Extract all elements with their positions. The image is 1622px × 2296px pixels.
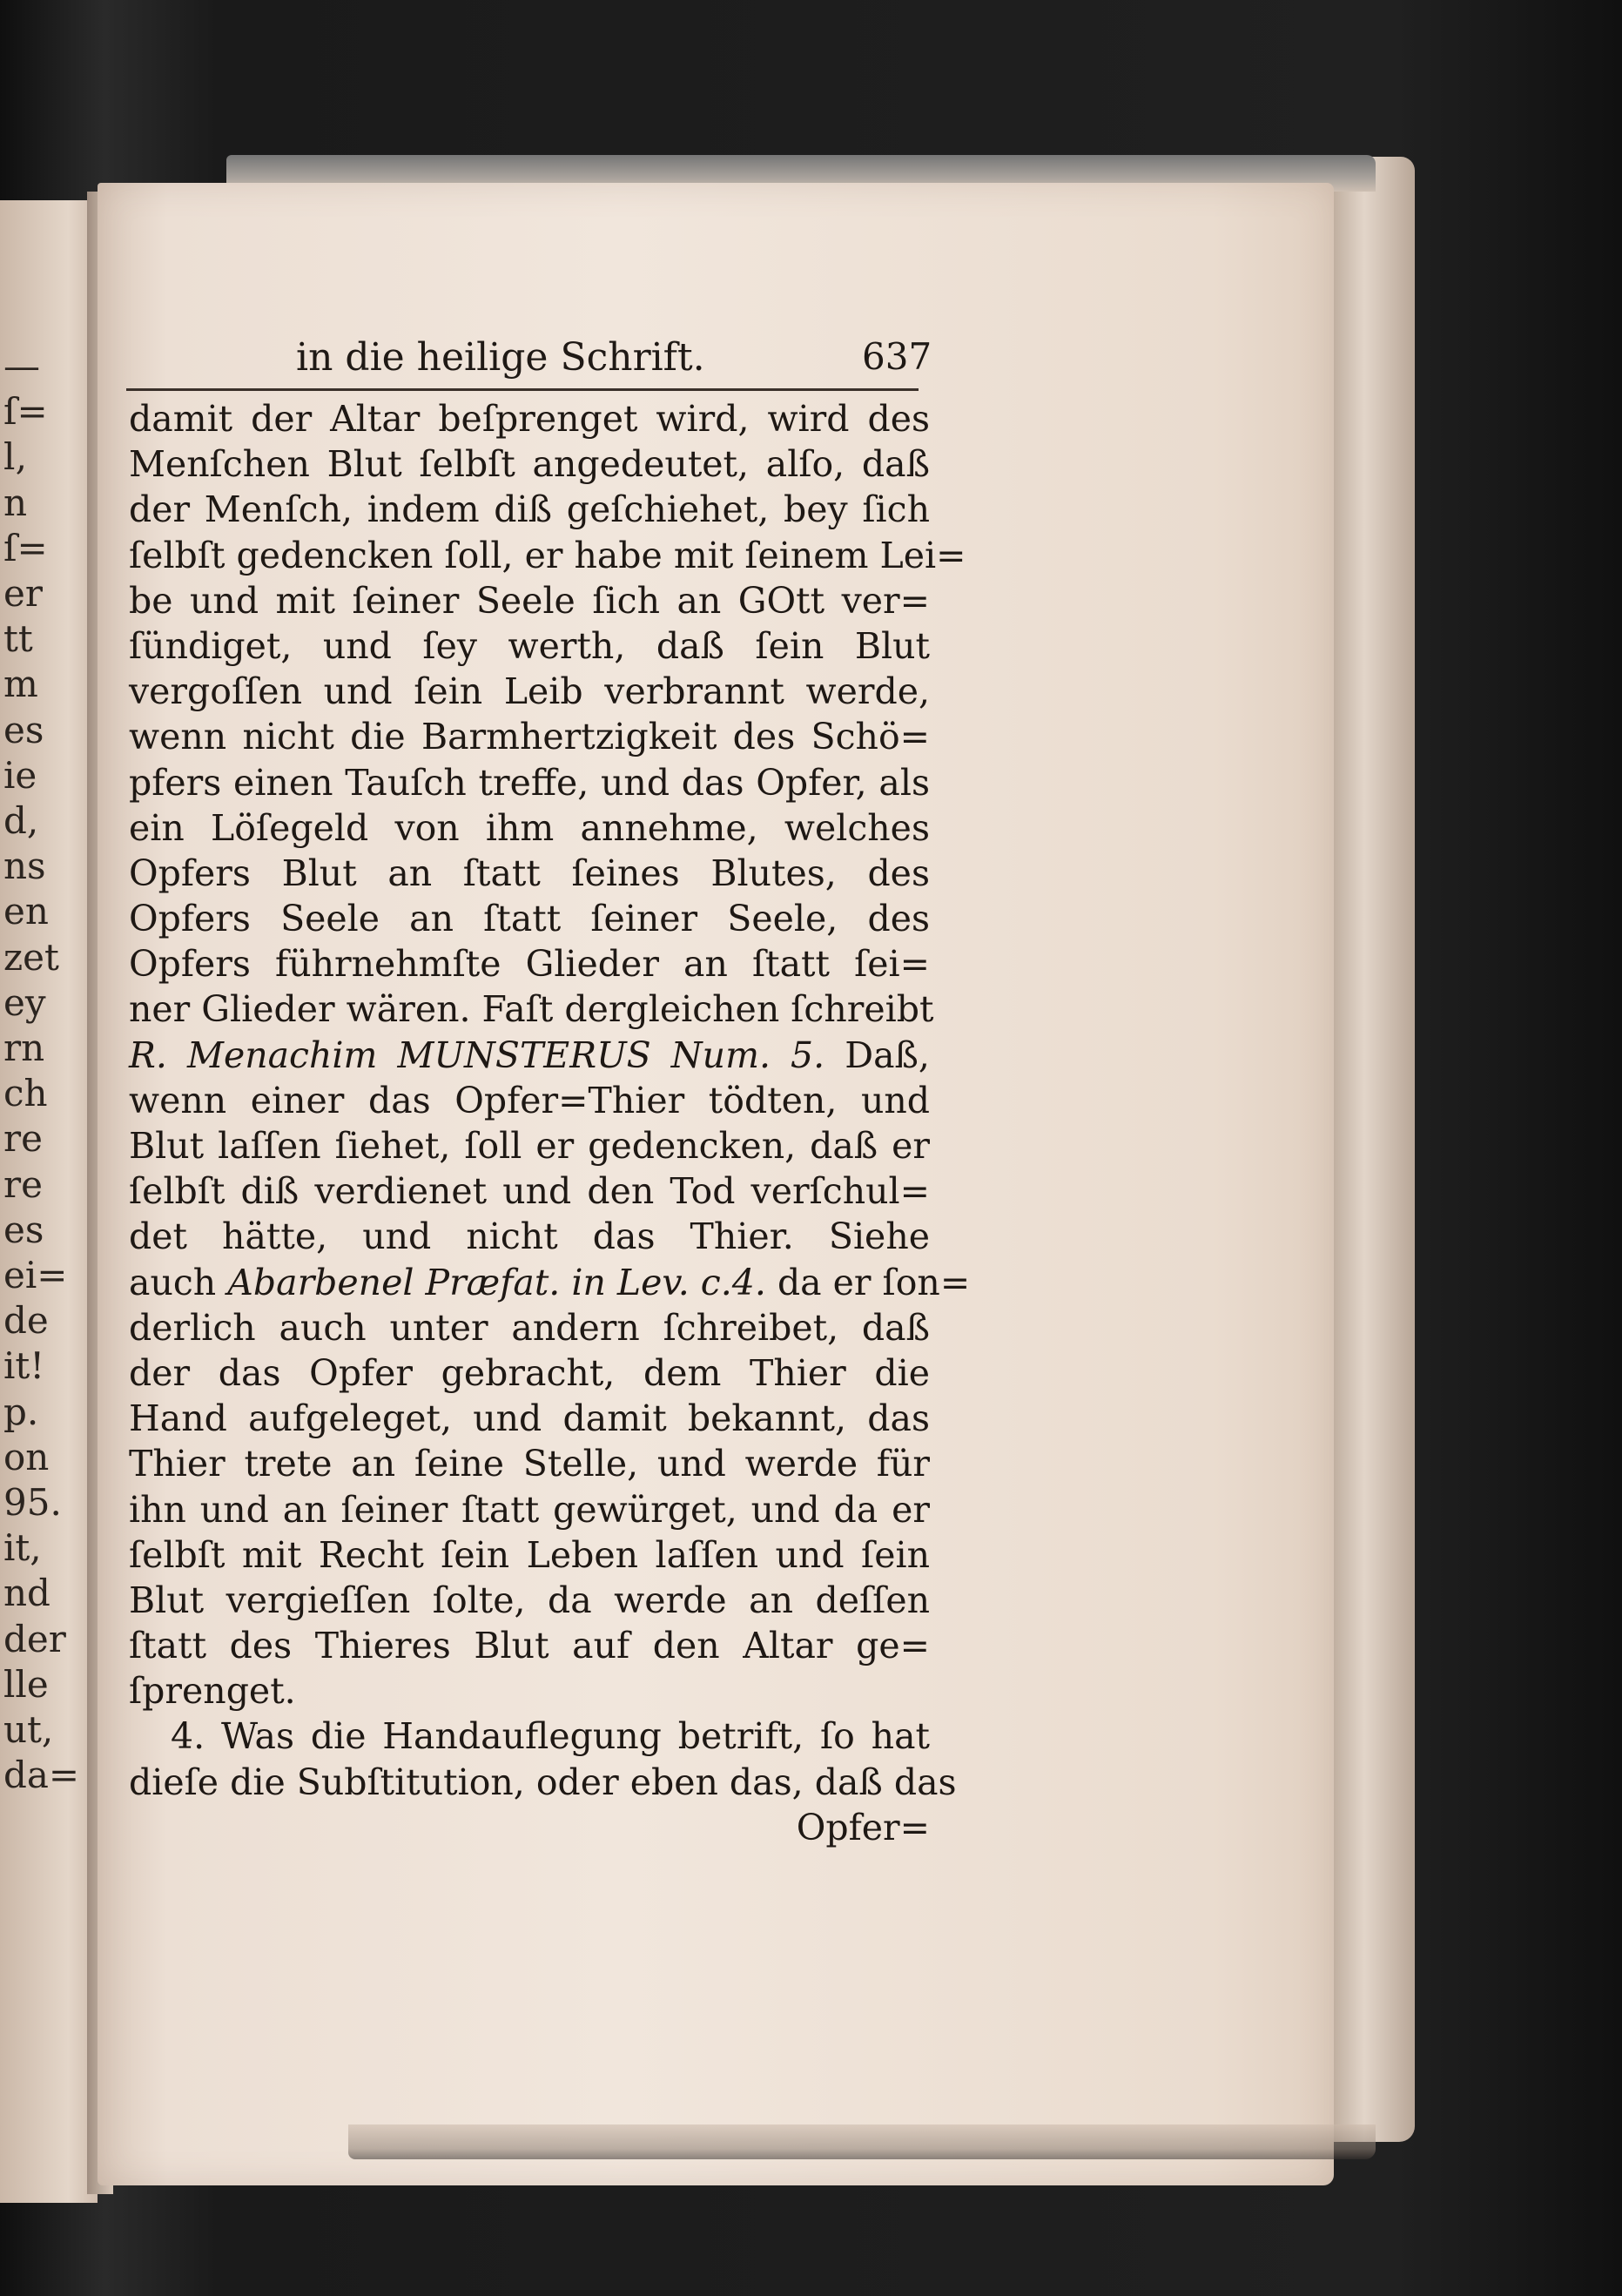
prev-page-fragment: da= bbox=[3, 1754, 80, 1797]
prev-page-fragment: it, bbox=[3, 1526, 42, 1570]
prev-page-fragment: it! bbox=[3, 1344, 45, 1388]
text-line: pfers einen Tauſch treffe, und das Opfer, als bbox=[129, 761, 930, 804]
prev-page-fragment: en bbox=[3, 890, 49, 933]
text-line: ner Glieder wären. Faſt dergleichen ſchreibt bbox=[129, 988, 934, 1031]
paragraph-start: 4. Was die Handauflegung betrift, ſo hat bbox=[171, 1715, 930, 1758]
prev-page-fragment: ei= bbox=[3, 1254, 68, 1296]
prev-page-fragment: on bbox=[3, 1435, 50, 1478]
prev-page-fragment: ey bbox=[3, 980, 46, 1024]
prev-page-fragment: ut, bbox=[3, 1708, 54, 1751]
header-rule bbox=[126, 388, 919, 391]
body-text bbox=[129, 396, 971, 1850]
prev-page-fragment: tt bbox=[3, 617, 33, 661]
text-line: damit der Altar beſprenget wird, wird des bbox=[129, 398, 930, 440]
prev-page-fragment: nd bbox=[3, 1572, 50, 1615]
text-line-citation bbox=[129, 1260, 971, 1305]
text-line: Blut laſſen ſiehet, ſoll er gedencken, daß er bbox=[129, 1125, 930, 1167]
text-line: ſprenget. bbox=[129, 1670, 296, 1713]
text-line: ihn und an ſeiner ſtatt gewürget, und da er bbox=[129, 1488, 930, 1531]
prev-page-fragment: 95. bbox=[3, 1481, 62, 1524]
prev-page-fragment: ns bbox=[3, 845, 46, 888]
text-line: Opfers Blut an ſtatt ſeines Blutes, des bbox=[129, 852, 930, 894]
prev-page-fragment: es bbox=[3, 708, 44, 751]
text-line: det hätte, und nicht das Thier. Siehe bbox=[129, 1215, 930, 1258]
text-line: ein Löſegeld von ihm annehme, welches bbox=[129, 806, 930, 849]
prev-page-fragment: re bbox=[3, 1162, 43, 1206]
page-bottom-edge bbox=[348, 2124, 1376, 2159]
citation-munsterus: R. Menachim MUNSTERUS Num. 5. bbox=[129, 1034, 825, 1076]
running-title: in die heilige Schrift. bbox=[296, 335, 705, 380]
text-fragment: Daß, bbox=[845, 1034, 930, 1076]
text-line: ſelbſt diß verdienet und den Tod verſchul= bbox=[129, 1170, 930, 1213]
prev-page-fragment: — bbox=[3, 345, 40, 387]
text-line: vergoſſen und ſein Leib verbrannt werde, bbox=[129, 670, 930, 713]
text-line: be und mit ſeiner Seele ſich an GOtt ver= bbox=[129, 579, 930, 622]
text-line: ſündiget, und ſey werth, daß ſein Blut bbox=[129, 624, 930, 667]
prev-page-fragment: re bbox=[3, 1117, 43, 1161]
text-line: wenn einer das Opfer=Thier tödten, und bbox=[129, 1079, 930, 1121]
text-line: dieſe die Subſtitution, oder eben das, daß das bbox=[129, 1761, 957, 1803]
prev-page-fragment: zet bbox=[3, 935, 59, 979]
running-header bbox=[296, 335, 932, 387]
text-line: ſelbſt mit Recht ſein Leben laſſen und ſein bbox=[129, 1533, 930, 1576]
prev-page-fragment: m bbox=[3, 663, 38, 706]
text-line: Thier trete an ſeine Stelle, und werde für bbox=[129, 1443, 930, 1485]
prev-page-fragment: l‚ bbox=[3, 435, 27, 479]
text-fragment: da er ſon= bbox=[777, 1261, 971, 1303]
prev-page-fragment: rn bbox=[3, 1027, 45, 1069]
prev-page-fragment: d, bbox=[3, 799, 39, 842]
text-line: der das Opfer gebracht, dem Thier die bbox=[129, 1351, 930, 1394]
text-line: wenn nicht die Barmhertzigkeit des Schö= bbox=[129, 716, 930, 758]
text-line: derlich auch unter andern ſchreibet, daß bbox=[129, 1306, 930, 1349]
text-fragment: auch bbox=[129, 1261, 217, 1303]
text-line: Hand aufgeleget, und damit bekannt, das bbox=[129, 1397, 930, 1440]
text-line: ſelbſt gedencken ſoll, er habe mit ſeinem Lei= bbox=[129, 534, 966, 576]
catchword: Opfer= bbox=[796, 1806, 930, 1848]
text-line: Opfers Seele an ſtatt ſeiner Seele, des bbox=[129, 898, 930, 940]
prev-page-fragment: ſ= bbox=[3, 526, 48, 569]
prev-page-fragment: n bbox=[3, 481, 28, 524]
previous-page-edge bbox=[0, 200, 98, 2203]
prev-page-fragment: p. bbox=[3, 1390, 39, 1433]
text-line: Menſchen Blut ſelbſt angedeutet, alſo, daß bbox=[129, 443, 930, 486]
prev-page-fragment: de bbox=[3, 1299, 49, 1343]
prev-page-fragment: ch bbox=[3, 1072, 48, 1115]
prev-page-fragment: es bbox=[3, 1208, 44, 1251]
prev-page-fragment: der bbox=[3, 1617, 66, 1660]
text-line: der Menſch, indem diß geſchiehet, bey ſich bbox=[129, 488, 930, 531]
page-number: 637 bbox=[862, 335, 932, 378]
prev-page-fragment: ſ= bbox=[3, 390, 48, 434]
text-line: Opfers führnehmſte Glieder an ſtatt ſei= bbox=[129, 943, 930, 986]
citation-abarbenel: Abarbenel Præfat. in Lev. c.4. bbox=[227, 1261, 766, 1303]
text-line-citation bbox=[129, 1033, 930, 1078]
prev-page-fragment: lle bbox=[3, 1662, 49, 1706]
prev-page-fragment: ie bbox=[3, 753, 37, 797]
prev-page-fragment: er bbox=[3, 572, 43, 615]
text-line: ſtatt des Thieres Blut auf den Altar ge= bbox=[129, 1625, 930, 1667]
text-line: Blut vergieſſen ſolte, da werde an deſſen bbox=[129, 1579, 930, 1621]
